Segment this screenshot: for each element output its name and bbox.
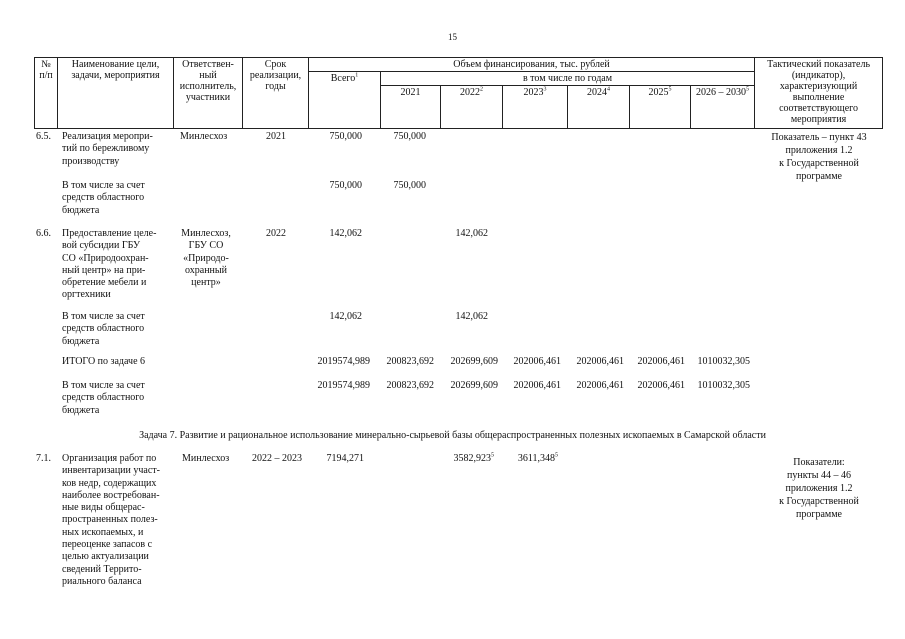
header-year: 2024$^4$ [568,86,630,129]
header-year: 2025$^5$ [630,86,691,129]
header-total: Всего$^1$ [309,72,381,129]
cell-2022: 202699,609 [450,380,498,391]
row-name: В том числе за счет средств областного бюджета [62,180,145,216]
row-name: Реализация меропри- тий по бережливому производству [62,131,153,167]
row-term: 2022 – 2023 [252,453,302,464]
row-name: Организация работ по инвентаризации участ- ков недр, содержащих наиболее востребован- ные виды общерас- пространенных полез- ных ископаемых, и переоценке запасов с целью актуализации сведений Террито- риального баланса [62,453,160,587]
row-responsible: Минлесхоз [182,453,230,464]
cell-2021: 750,000 [393,180,426,191]
cell-total: 2019574,989 [317,380,370,391]
cell-total: 7194,271 [326,453,364,464]
row-number: 6.6. [36,228,51,239]
header-responsible: Ответствен-ный исполнитель, участники [174,58,243,129]
cell-2023: 202006,461 [513,380,561,391]
cell-2022: 142,062 [455,311,488,322]
row-number: 6.5. [36,131,51,142]
cell-2021: 750,000 [393,131,426,142]
cell-total: 142,062 [329,228,362,239]
row-term: 2022 [266,228,286,239]
row-name: Предоставление целе- вой субсидии ГБУ СО «Природоохран- ный центр» на при- обретение мебели и оргтехники [62,228,157,301]
row-name: В том числе за счет средств областного бюджета [62,311,145,347]
header-name: Наименование цели, задачи, мероприятия [58,58,174,129]
row-responsible: Минлесхоз, ГБУ СО «Природо- охранный центр» [181,228,231,289]
cell-2025: 202006,461 [637,380,685,391]
cell-2023: 202006,461 [513,356,561,367]
cell-2022: 3582,923$^5$ [453,452,494,464]
cell-total: 750,000 [329,180,362,191]
header-financing: Объем финансирования, тыс. рублей [309,58,755,72]
cell-total: 2019574,989 [317,356,370,367]
header-year: 2026 – 2030$^5$ [691,86,755,129]
cell-total: 750,000 [329,131,362,142]
cell-2024: 202006,461 [576,380,624,391]
table-header [34,57,883,129]
header-year: 2022$^2$ [441,86,503,129]
header-indicator: Тактический показатель (индикатор), характеризующий выполнение соответствующего мероприятия [755,58,883,129]
header-num: № п/п [35,58,58,129]
cell-2022: 202699,609 [450,356,498,367]
header-year: 2023$^3$ [503,86,568,129]
cell-2021: 200823,692 [386,380,434,391]
cell-2026-2030: 1010032,305 [697,380,750,391]
cell-2021: 200823,692 [386,356,434,367]
page-number: 15 [448,32,457,42]
header-term: Срок реализации, годы [243,58,309,129]
cell-2024: 202006,461 [576,356,624,367]
cell-2025: 202006,461 [637,356,685,367]
row-name: В том числе за счет средств областного бюджета [62,380,145,416]
row-indicator: Показатель – пункт 43 приложения 1.2 к Государственной программе [771,132,867,182]
row-term: 2021 [266,131,286,142]
row-responsible: Минлесхоз [180,131,228,142]
task-heading: Задача 7. Развитие и рациональное использование минерально-сырьевой базы общераспространенных полезных ископаемых в Самарской области [139,430,766,441]
cell-total: 142,062 [329,311,362,322]
cell-2026-2030: 1010032,305 [697,356,750,367]
header-year: 2021 [381,86,441,129]
total-label: ИТОГО по задаче 6 [62,356,146,367]
cell-2022: 142,062 [455,228,488,239]
cell-2023: 3611,348$^5$ [517,452,558,464]
row-indicator: Показатели: пункты 44 – 46 приложения 1.2 к Государственной программе [779,457,859,520]
row-number: 7.1. [36,453,51,464]
header-by-years: в том числе по годам [381,72,755,86]
